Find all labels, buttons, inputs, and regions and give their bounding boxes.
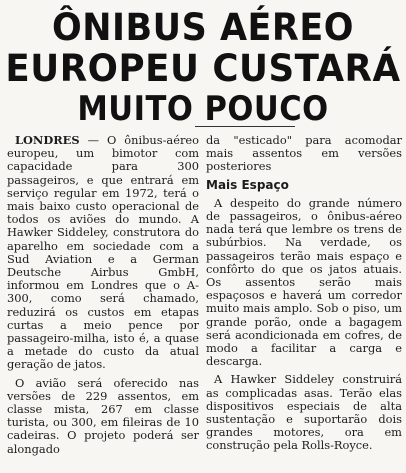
headline-divider bbox=[195, 126, 295, 127]
headline-line-2: EUROPEU CUSTARÁ bbox=[5, 47, 401, 90]
headline-line-3: MUITO POUCO bbox=[77, 89, 329, 129]
article-column-left bbox=[7, 134, 199, 456]
dateline: LONDRES bbox=[15, 133, 80, 147]
article-column-right bbox=[206, 134, 402, 453]
paragraph-text: — O ônibus-aéreo europeu, um bimotor com capacidade para 300 passageiros, e que entrará em serviço regular em 1972, terá o mais baixo custo operacional de todos os aviões do mundo. A Hawker Siddeley, construtora do aparelho em sociedade com a Sud Aviation e a German Deutsche Airbus GmbH, informou em Londres que o A-300, como será chamado, reduzirá os custos em etapas curtas a meio pence por passageiro-milha, isto é, a quase a metade do custo da atual geração de jatos. bbox=[7, 133, 199, 372]
article-paragraph: A despeito do grande número de passageiros, o ônibus-aéreo nada terá que lembre os trens de subúrbios. Na verdade, os passageiros terão mais espaço e confôrto do que os jatos atuais. Os assentos serão mais espaçosos e haverá um corredor muito mais amplo. Sob o piso, um grande porão, onde a bagagem será acondicionada em cofres, de modo a facilitar a carga e descarga. bbox=[206, 195, 402, 369]
article-paragraph: A Hawker Siddeley construirá as complicadas asas. Terão elas dispositivos especiais de alta sustentação e suportarão dois grandes motores, ora em construção pela Rolls-Royce. bbox=[206, 372, 402, 453]
article-paragraph: da "esticado" para acomodar mais assentos em versões posteriores bbox=[206, 133, 402, 174]
article-paragraph: O avião será oferecido nas versões de 229 assentos, em classe mista, 267 em classe turista, ou 300, em fileiras de 10 cadeiras. O projeto poderá ser alongado bbox=[7, 375, 199, 456]
headline-line-1: ÔNIBUS AÉREO bbox=[51, 6, 355, 49]
section-subhead: Mais Espaço bbox=[206, 177, 289, 192]
article-paragraph bbox=[7, 134, 199, 372]
